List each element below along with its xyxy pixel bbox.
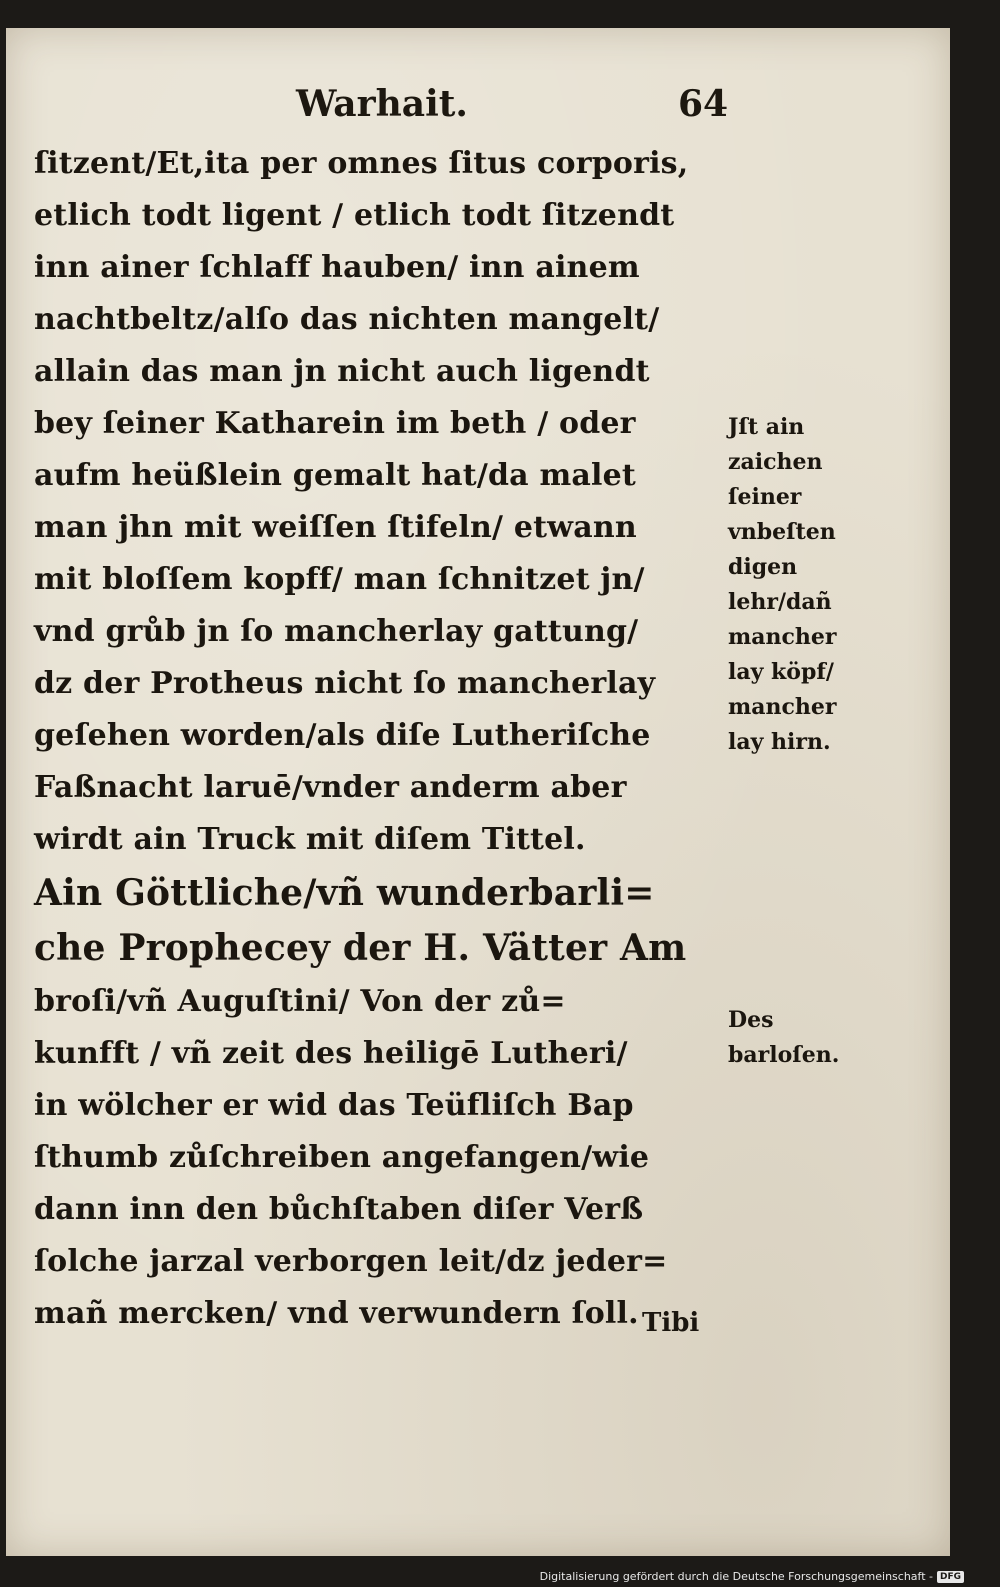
digitization-footer xyxy=(540,1570,964,1583)
title-line: dann inn den bůchſtaben diſer Verß xyxy=(34,1192,644,1227)
margin-note-line: ſeiner xyxy=(728,484,802,510)
title-line: che Prophecey der H. Vätter Am xyxy=(34,927,687,969)
margin-note-line: mancher xyxy=(728,624,837,650)
title-line: mañ mercken/ vnd verwundern ſoll. xyxy=(34,1296,639,1331)
margin-note-line: lehr/dañ xyxy=(728,589,832,615)
margin-note-line: Des xyxy=(728,1007,774,1033)
title-line: in wölcher er wid das Teüfliſch Bap xyxy=(34,1088,634,1123)
text-line: geſehen worden/als diſe Lutheriſche xyxy=(34,718,651,753)
dfg-logo-icon: DFG xyxy=(937,1571,964,1583)
book-page xyxy=(6,28,950,1556)
text-line: vnd grůb jn ſo mancherlay gattung/ xyxy=(34,614,639,649)
title-line: broſi/vñ Auguſtini/ Von der zů= xyxy=(34,984,566,1019)
text-line: nachtbeltz/alſo das nichten mangelt/ xyxy=(34,302,660,337)
text-line: dz der Protheus nicht ſo mancherlay xyxy=(34,666,656,701)
text-line: mit bloſſem kopff/ man ſchnitzet jn/ xyxy=(34,562,645,597)
running-head: Warhait. xyxy=(296,83,468,125)
text-line: aufm heüßlein gemalt hat/da malet xyxy=(34,458,636,493)
title-line: ſolche jarzal verborgen leit/dz jeder= xyxy=(34,1244,668,1279)
margin-note-line: Jſt ain xyxy=(728,414,805,440)
margin-note-line: mancher xyxy=(728,694,837,720)
main-text-block xyxy=(34,138,734,1340)
text-line: etlich todt ligent / etlich todt ſitzendt xyxy=(34,198,675,233)
margin-note-2 xyxy=(728,1003,868,1073)
title-line: ſthumb zůſchreiben angefangen/wie xyxy=(34,1140,650,1175)
title-line: kunfft / vñ zeit des heiligē Lutheri/ xyxy=(34,1036,628,1071)
text-line: man jhn mit weiſſen ſtifeln/ etwann xyxy=(34,510,637,545)
text-line: inn ainer ſchlaff hauben/ inn ainem xyxy=(34,250,640,285)
text-line: Faßnacht laruē/vnder anderm aber xyxy=(34,770,627,805)
margin-note-1 xyxy=(728,410,868,760)
catchword: Tibi xyxy=(642,1308,700,1338)
margin-note-line: barloſen. xyxy=(728,1042,840,1068)
margin-note-line: vnbeſten xyxy=(728,519,836,545)
text-line: wirdt ain Truck mit diſem Tittel. xyxy=(34,822,586,857)
margin-note-line: lay hirn. xyxy=(728,729,831,755)
footer-credit: Digitalisierung gefördert durch die Deutsche Forschungsgemeinschaft - xyxy=(539,1570,933,1583)
text-line: ſitzent/Et,ita per omnes ſitus corporis, xyxy=(34,146,689,181)
page-number: 64 xyxy=(678,83,729,125)
margin-note-line: lay köpf/ xyxy=(728,659,834,685)
margin-note-line: digen xyxy=(728,554,798,580)
text-line: bey ſeiner Katharein im beth / oder xyxy=(34,406,636,441)
text-line: allain das man jn nicht auch ligendt xyxy=(34,354,650,389)
title-line: Ain Göttliche/vñ wunderbarli= xyxy=(34,872,655,914)
margin-note-line: zaichen xyxy=(728,449,823,475)
